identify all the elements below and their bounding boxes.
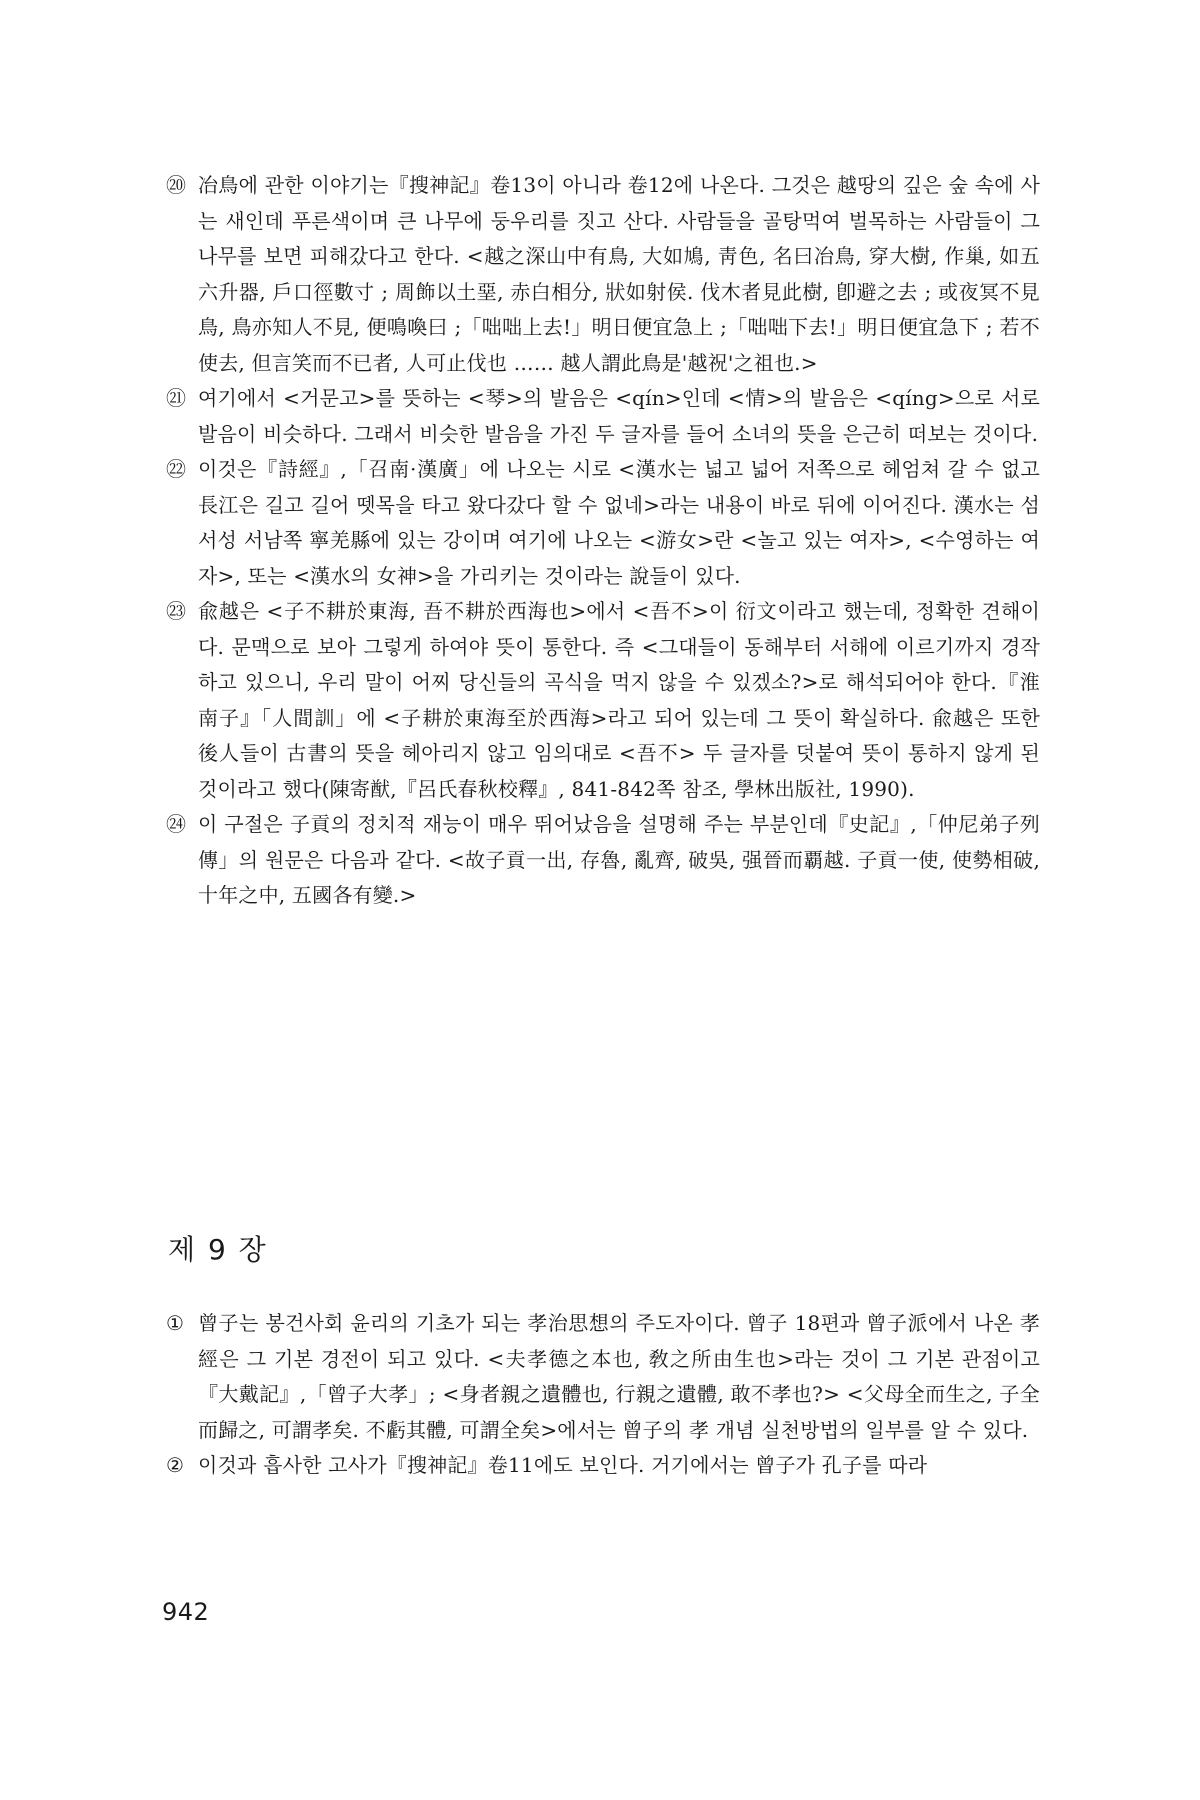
note-text: 이 구절은 子貢의 정치적 재능이 매우 뛰어났음을 설명해 주는 부분인데『史記』,「仲尼弟子列傳」의 원문은 다음과 같다. <故子貢一出, 存魯, 亂齊, 破吳, 强晉而覇越. 子貢一使, 使勢相破, 十年之中, 五國各有變.> xyxy=(198,812,1040,907)
endnotes-chapter-8 xyxy=(168,168,1040,914)
note-text: 여기에서 <거문고>를 뜻하는 <琴>의 발음은 <qín>인데 <情>의 발음은 <qíng>으로 서로 발음이 비슷하다. 그래서 비슷한 발음을 가진 두 글자를 들어 소녀의 뜻을 은근히 떠보는 것이다. xyxy=(198,386,1040,446)
note-text: 이것과 흡사한 고사가『搜神記』卷11에도 보인다. 거기에서는 曾子가 孔子를 따라 xyxy=(198,1453,928,1477)
endnote-2 xyxy=(168,1448,1040,1484)
endnote-23 xyxy=(168,594,1040,807)
note-text: 兪越은 <子不耕於東海, 吾不耕於西海也>에서 <吾不>이 衍文이라고 했는데, 정확한 견해이다. 문맥으로 보아 그렇게 하여야 뜻이 통한다. 즉 <그대들이 동해부터 서해에 이르기까지 경작하고 있으니, 우리 말이 어찌 당신들의 곡식을 먹지 않을 수 있겠소?>로 해석되어야 한다.『淮南子』「人間訓」에 <子耕於東海至於西海>라고 되어 있는데 그 뜻이 확실하다. 兪越은 또한 後人들이 古書의 뜻을 헤아리지 않고 임의대로 <吾不> 두 글자를 덧붙여 뜻이 통하지 않게 된 것이라고 했다(陳寄猷,『呂氏春秋校釋』, 841-842쪽 참조, 學林出版社, 1990). xyxy=(198,599,1040,801)
note-number: ㉒ xyxy=(166,457,187,481)
note-number: ㉔ xyxy=(166,812,187,836)
note-number: ① xyxy=(166,1311,185,1335)
note-text: 曾子는 봉건사회 윤리의 기초가 되는 孝治思想의 주도자이다. 曾子 18편과 曾子派에서 나온 孝經은 그 기본 경전이 되고 있다. <夫孝德之本也, 敎之所由生也>라는 것이 그 기본 관점이고『大戴記』,「曾子大孝」; <身者親之遺體也, 行親之遺體, 敢不孝也?> <父母全而生之, 子全而歸之, 可謂孝矣. 不虧其體, 可謂全矣>에서는 曾子의 孝 개념 실천방법의 일부를 알 수 있다. xyxy=(198,1311,1040,1442)
endnote-21 xyxy=(168,381,1040,452)
endnote-22 xyxy=(168,452,1040,594)
endnote-24 xyxy=(168,807,1040,914)
note-number: ② xyxy=(166,1453,185,1477)
note-text: 이것은『詩經』,「召南·漢廣」에 나오는 시로 <漢水는 넓고 넓어 저쪽으로 헤엄쳐 갈 수 없고 長江은 길고 길어 뗏목을 타고 왔다갔다 할 수 없네>라는 내용이 바로 뒤에 이어진다. 漢水는 섬서성 서남쪽 寧羌縣에 있는 강이며 여기에 나오는 <游女>란 <놀고 있는 여자>, <수영하는 여자>, 또는 <漢水의 女神>을 가리키는 것이라는 說들이 있다. xyxy=(198,457,1040,588)
chapter-heading: 제 9 장 xyxy=(168,1233,268,1266)
endnote-1 xyxy=(168,1306,1040,1448)
note-text: 冶鳥에 관한 이야기는『搜神記』卷13이 아니라 卷12에 나온다. 그것은 越땅의 깊은 숲 속에 사는 새인데 푸른색이며 큰 나무에 둥우리를 짓고 산다. 사람들을 골탕먹여 벌목하는 사람들이 그 나무를 보면 피해갔다고 한다. <越之深山中有鳥, 大如鳩, 靑色, 名曰冶鳥, 穿大樹, 作巢, 如五六升器, 戶口徑數寸 ; 周飾以土堊, 赤白相分, 狀如射侯. 伐木者見此樹, 卽避之去 ; 或夜冥不見鳥, 鳥亦知人不見, 便鳴喚曰 ;「咄咄上去!」明日便宜急上 ;「咄咄下去!」明日便宜急下 ; 若不使去, 但言笑而不已者, 人可止伐也 …… 越人謂此鳥是'越祝'之祖也.> xyxy=(198,173,1040,375)
note-number: ㉑ xyxy=(166,386,187,410)
endnote-20 xyxy=(168,168,1040,381)
note-number: ㉓ xyxy=(166,599,187,623)
page-number: 942 xyxy=(162,1598,210,1626)
endnotes-chapter-9 xyxy=(168,1306,1040,1484)
note-number: ⑳ xyxy=(166,173,187,197)
